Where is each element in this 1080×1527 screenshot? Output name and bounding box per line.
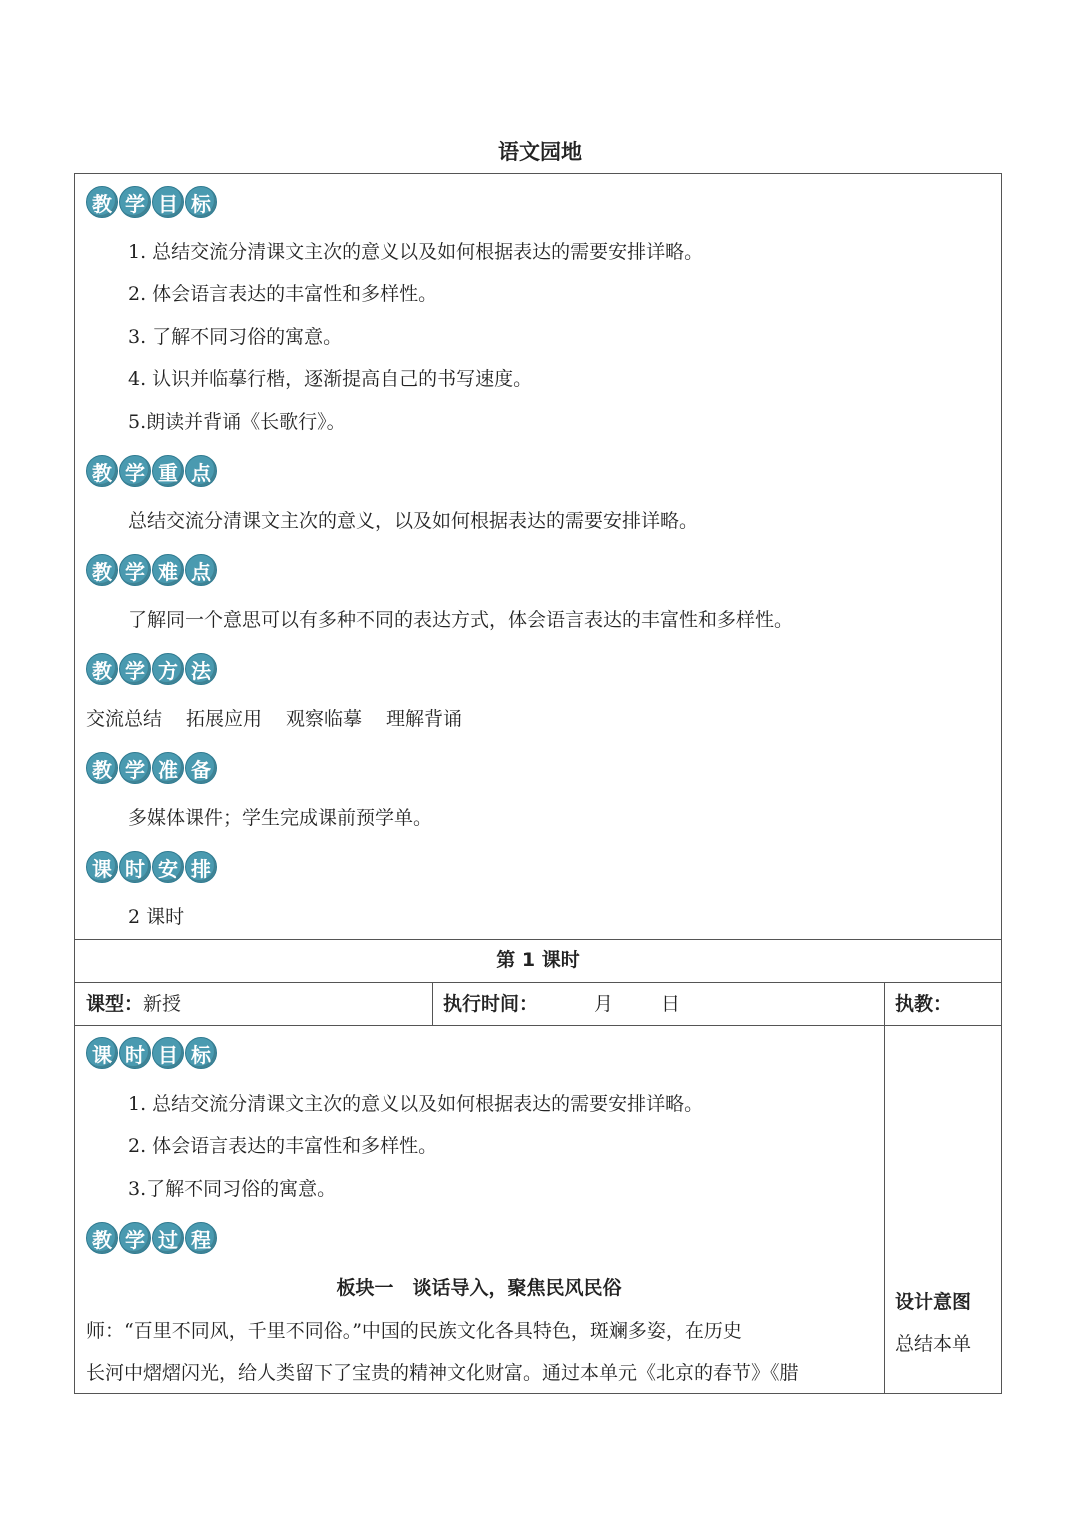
lesson-objectives-heading — [86, 1037, 217, 1069]
heading-char: 学 — [119, 455, 151, 487]
lesson-type — [86, 990, 181, 1018]
heading-char: 过 — [152, 1222, 184, 1254]
divider — [74, 982, 1002, 983]
heading-char: 学 — [119, 1222, 151, 1254]
day-label: 日 — [661, 993, 681, 1015]
lesson-type-label: 课型： — [86, 993, 144, 1015]
page-title: 语文园地 — [498, 140, 582, 164]
heading-char: 安 — [152, 851, 184, 883]
heading-char: 教 — [86, 653, 118, 685]
method-item: 交流总结 — [86, 708, 163, 730]
heading-char: 教 — [86, 1222, 118, 1254]
objective-item: 4. 认识并临摹行楷，逐渐提高自己的书写速度。 — [128, 368, 533, 390]
key-points-text: 总结交流分清课文主次的意义，以及如何根据表达的需要安排详略。 — [128, 510, 699, 532]
process-paragraph-line: 师：“百里不同风，千里不同俗。”中国的民族文化各具特色，斑斓多姿，在历史 — [86, 1320, 742, 1342]
heading-char: 标 — [185, 186, 217, 218]
heading-char: 法 — [185, 653, 217, 685]
heading-char: 学 — [119, 653, 151, 685]
method-item: 理解背诵 — [386, 708, 463, 730]
schedule-heading — [86, 851, 217, 883]
heading-char: 排 — [185, 851, 217, 883]
heading-char: 目 — [152, 1037, 184, 1069]
heading-char: 点 — [185, 455, 217, 487]
design-intent-text: 总结本单 — [895, 1333, 972, 1355]
preparation-heading — [86, 752, 217, 784]
heading-char: 标 — [185, 1037, 217, 1069]
process-heading — [86, 1222, 217, 1254]
heading-char: 课 — [86, 851, 118, 883]
schedule-text: 2 课时 — [128, 906, 185, 928]
heading-char: 程 — [185, 1222, 217, 1254]
methods-list — [86, 705, 462, 733]
lesson-title: 第 1 课时 — [496, 949, 580, 971]
heading-char: 准 — [152, 752, 184, 784]
objective-item: 2. 体会语言表达的丰富性和多样性。 — [128, 283, 438, 305]
heading-char: 教 — [86, 186, 118, 218]
divider — [432, 982, 433, 1026]
heading-char: 学 — [119, 186, 151, 218]
heading-char: 备 — [185, 752, 217, 784]
preparation-text: 多媒体课件；学生完成课前预学单。 — [128, 807, 433, 829]
key-points-heading — [86, 455, 217, 487]
execution-time — [443, 990, 680, 1018]
heading-char: 难 — [152, 554, 184, 586]
lesson-objective-item: 2. 体会语言表达的丰富性和多样性。 — [128, 1135, 438, 1157]
methods-heading — [86, 653, 217, 685]
teacher-label: 执教： — [895, 993, 953, 1015]
difficulties-text: 了解同一个意思可以有多种不同的表达方式，体会语言表达的丰富性和多样性。 — [128, 609, 794, 631]
execution-time-label: 执行时间： — [443, 993, 539, 1015]
heading-char: 时 — [119, 1037, 151, 1069]
divider — [884, 982, 885, 1394]
heading-char: 时 — [119, 851, 151, 883]
method-item: 观察临摹 — [286, 708, 363, 730]
heading-char: 重 — [152, 455, 184, 487]
heading-char: 课 — [86, 1037, 118, 1069]
heading-char: 目 — [152, 186, 184, 218]
heading-char: 点 — [185, 554, 217, 586]
objective-item: 3. 了解不同习俗的寓意。 — [128, 326, 343, 348]
divider — [74, 1025, 1002, 1026]
heading-char: 学 — [119, 554, 151, 586]
heading-char: 教 — [86, 455, 118, 487]
heading-char: 方 — [152, 653, 184, 685]
heading-char: 教 — [86, 752, 118, 784]
process-paragraph-line: 长河中熠熠闪光，给人类留下了宝贵的精神文化财富。通过本单元《北京的春节》《腊 — [86, 1362, 799, 1384]
objectives-heading — [86, 186, 217, 218]
design-intent-heading: 设计意图 — [895, 1291, 972, 1313]
block-title: 板块一 谈话导入，聚焦民风民俗 — [336, 1277, 622, 1299]
lesson-type-value: 新授 — [143, 993, 182, 1015]
method-item: 拓展应用 — [186, 708, 263, 730]
lesson-objective-item: 1. 总结交流分清课文主次的意义以及如何根据表达的需要安排详略。 — [128, 1093, 704, 1115]
objective-item: 1. 总结交流分清课文主次的意义以及如何根据表达的需要安排详略。 — [128, 241, 704, 263]
objective-item: 5.朗读并背诵《长歌行》。 — [128, 411, 346, 433]
heading-char: 学 — [119, 752, 151, 784]
lesson-objective-item: 3.了解不同习俗的寓意。 — [128, 1178, 337, 1200]
month-label: 月 — [594, 993, 614, 1015]
heading-char: 教 — [86, 554, 118, 586]
difficulties-heading — [86, 554, 217, 586]
